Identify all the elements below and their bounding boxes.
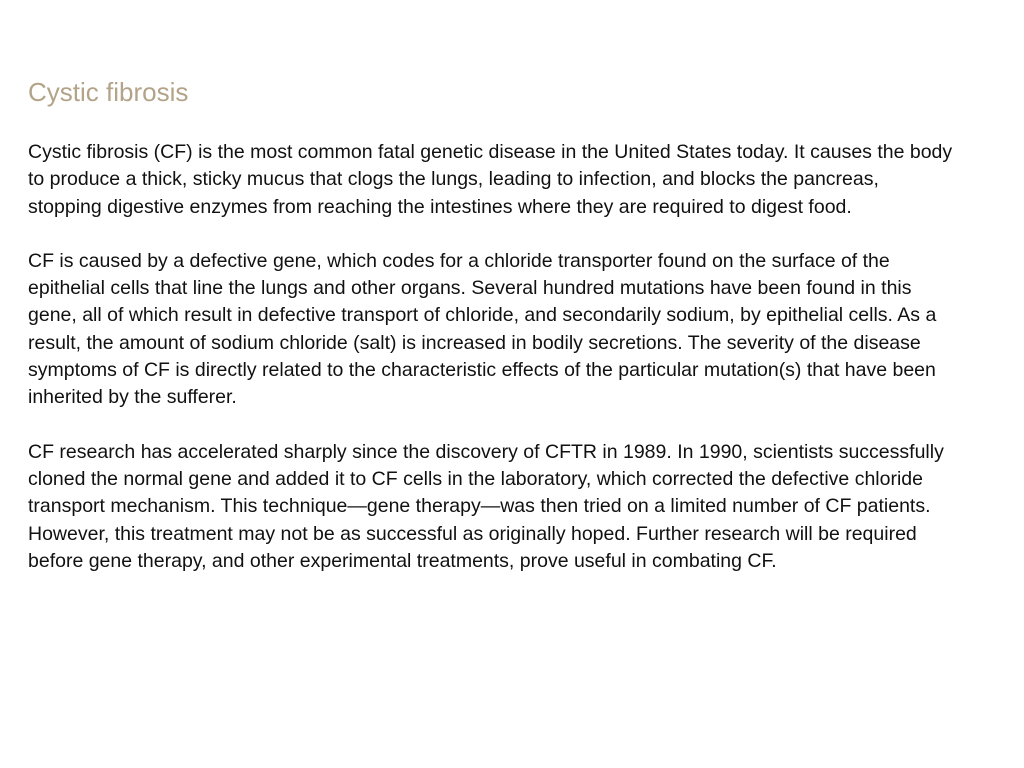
paragraph-3: CF research has accelerated sharply since the discovery of CFTR in 1989. In 1990, scientists successfully cloned the normal gene and added it to CF cells in the laboratory, which corrected the defective chloride transport mechanism. This technique—gene therapy—was then tried on a limited number of CF patients. However, this treatment may not be as successful as originally hoped. Further research will be required before gene therapy, and other experimental treatments, prove useful in combating CF. (28, 440, 944, 572)
paragraph-1: Cystic fibrosis (CF) is the most common fatal genetic disease in the United States today. It causes the body to produce a thick, sticky mucus that clogs the lungs, leading to infection, and blocks the pancreas, stopping digestive enzymes from reaching the intestines where they are required to digest food. (28, 141, 953, 218)
slide-title: Cystic fibrosis (28, 77, 189, 107)
slide-body (28, 139, 958, 602)
paragraph-2: CF is caused by a defective gene, which codes for a chloride transporter found on the surface of the epithelial cells that line the lungs and other organs. Several hundred mutations have been found in this gene, all of which result in defective transport of chloride, and secondarily sodium, by epithelial cells. As a result, the amount of sodium chloride (salt) is increased in bodily secretions. The severity of the disease symptoms of CF is directly related to the characteristic effects of the particular mutation(s) that have been inherited by the sufferer. (28, 249, 937, 409)
